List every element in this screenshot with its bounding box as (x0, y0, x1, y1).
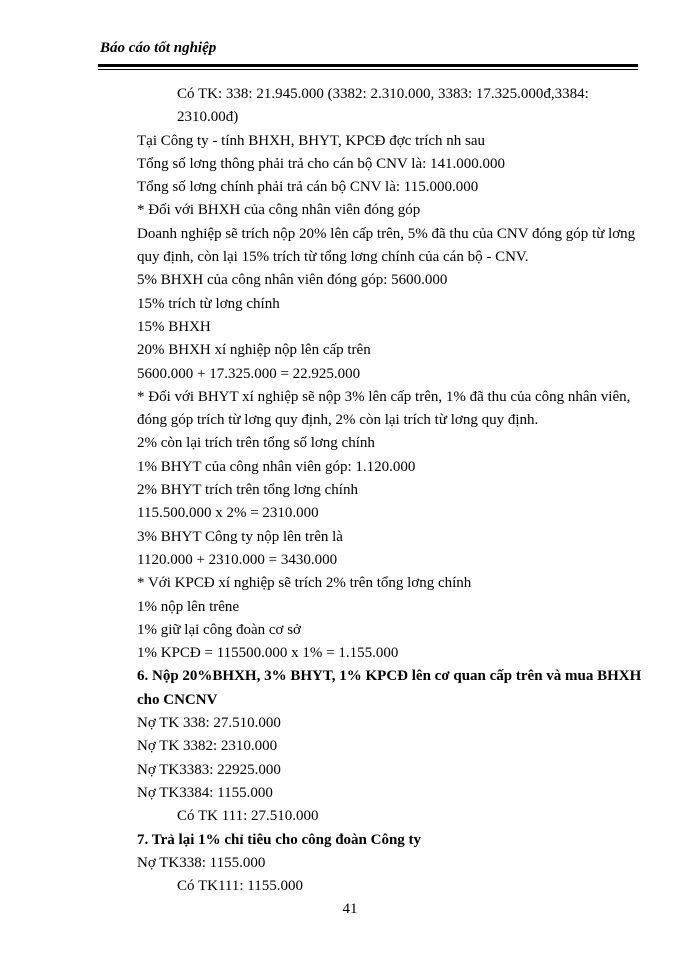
text-line: Tại Công ty - tính BHXH, BHYT, KPCĐ đợc trích nh sau (137, 132, 486, 149)
text-line: Doanh nghiệp sẽ trích nộp 20% lên cấp trên, 5% đã thu của CNV đóng góp từ lơng quy định, còn lại 15% trích từ tổng lơng chính của cán bộ - CNV. (137, 225, 636, 266)
text-line: Nợ TK338: 1155.000 (137, 854, 266, 871)
text-line: 1120.000 + 2310.000 = 3430.000 (137, 551, 338, 568)
text-line: Nợ TK3384: 1155.000 (137, 784, 273, 801)
text-line: 7. Trả lại 1% chỉ tiêu cho công đoàn Công ty (137, 831, 422, 848)
text-line: 2% BHYT trích trên tổng lơng chính (137, 482, 358, 499)
text-line: Nợ TK 3382: 2310.000 (137, 738, 278, 755)
text-line: 15% trích từ lơng chính (137, 295, 280, 312)
document-body (137, 83, 642, 898)
text-line: 6. Nộp 20%BHXH, 3% BHYT, 1% KPCĐ lên cơ quan cấp trên và mua BHXH cho CNCNV (137, 668, 642, 708)
text-line: * Với KPCĐ xí nghiệp sẽ trích 2% trên tổng lơng chính (137, 575, 472, 592)
text-line: 115.500.000 x 2% = 2310.000 (137, 505, 319, 522)
page-number: 41 (342, 901, 358, 917)
text-line: Có TK111: 1155.000 (177, 878, 303, 895)
text-line: 1% KPCĐ = 115500.000 x 1% = 1.155.000 (137, 645, 399, 662)
text-line: 15% BHXH (137, 318, 211, 335)
text-line: * Đối với BHXH của công nhân viên đóng góp (137, 202, 421, 219)
text-line: * Đối với BHYT xí nghiệp sẽ nộp 3% lên cấp trên, 1% đã thu của công nhân viên, đóng góp trích từ lơng quy định, 2% còn lại trích từ lơng quy định. (137, 388, 631, 429)
header-rule-thin (98, 69, 638, 70)
text-line: 2% còn lại trích trên tổng số lơng chính (137, 435, 375, 452)
text-line: Có TK: 338: 21.945.000 (3382: 2.310.000, 3383: 17.325.000đ,3384: 2310.00đ) (177, 86, 589, 126)
text-line: Tổng số lơng thông phải trả cho cán bộ CNV là: 141.000.000 (137, 155, 506, 172)
text-line: Nợ TK 338: 27.510.000 (137, 715, 281, 732)
text-line: 5600.000 + 17.325.000 = 22.925.000 (137, 365, 361, 382)
header-rule-thick (98, 64, 638, 67)
page-header-title: Báo cáo tốt nghiệp (100, 40, 217, 56)
text-line: 3% BHYT Công ty nộp lên trên là (137, 528, 343, 545)
text-line: Có TK 111: 27.510.000 (177, 808, 319, 825)
text-line: 1% BHYT của công nhân viên góp: 1.120.000 (137, 458, 416, 475)
text-line: Tổng số lơng chính phải trả cán bộ CNV là: 115.000.000 (137, 179, 479, 196)
text-line: Nợ TK3383: 22925.000 (137, 761, 281, 778)
text-line: 5% BHXH của công nhân viên đóng góp: 5600.000 (137, 272, 448, 289)
text-line: 1% nộp lên trêne (137, 598, 240, 615)
text-line: 20% BHXH xí nghiệp nộp lên cấp trên (137, 342, 371, 359)
text-line: 1% giữ lại công đoàn cơ sở (137, 621, 301, 638)
